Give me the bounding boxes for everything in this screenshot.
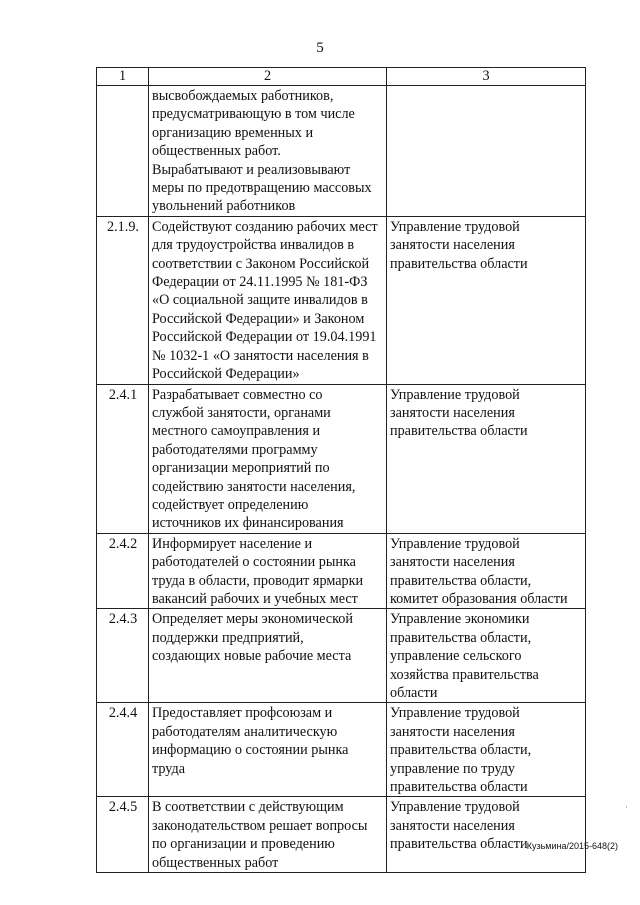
table-row [97,797,586,873]
measure-text-line: предусматривающую в том числе [152,106,355,123]
measure-text-line: Российской Федерации» [152,366,300,383]
measure-text-line: организации мероприятий по [152,460,330,477]
measure-text-line: Содействуют созданию рабочих мест [152,218,378,235]
responsible-party-line: Управление трудовой [390,535,520,552]
measure-text-line: содействует определению [152,496,309,513]
responsible-party-line: правительства области [390,779,528,796]
responsible-party [387,533,586,609]
measure-text-line: Российской Федерации» и Законом [152,310,365,327]
responsible-party [387,86,586,217]
measure-text-line: «О социальной защите инвалидов в [152,292,368,309]
responsible-party-line: Управление трудовой [390,386,520,403]
measure-text-line: для трудоустройства инвалидов в [152,237,355,254]
responsible-party-line: правительства области, [390,629,532,646]
responsible-party [387,609,586,703]
item-number: 2.4.3 [97,609,149,703]
page-number: 5 [316,40,324,56]
measure-text-line: содействию занятости населения, [152,478,356,495]
responsible-party-line: области [390,685,438,701]
measure-text-line: местного самоуправления и [152,423,321,440]
footer-code: Кузьмина/2015-648(2) [526,841,618,851]
measure-text-line: поддержки предприятий, [152,629,304,646]
responsible-party-line: занятости населения [390,817,515,834]
measure-text-line: организацию временных и [152,124,314,141]
measure-text [149,703,387,797]
responsible-party-line: занятости населения [390,237,515,254]
measure-text-line: законодательством решает вопросы [152,817,368,834]
column-header-1: 1 [97,68,149,86]
item-number [97,86,149,217]
table-row [97,216,586,384]
measure-text-line: источников их финансирования [152,515,344,532]
measure-text-line: работодателями программу [152,441,318,458]
measure-text-line: увольнений работников [152,198,296,215]
measure-text-line: труда в области, проводит ярмарки [152,572,364,589]
measure-text-line: Предоставляет профсоюзам и [152,705,333,722]
responsible-party [387,216,586,384]
measure-text [149,533,387,609]
table-row [97,86,586,217]
measure-text-line: Разрабатывает совместно со [152,386,323,403]
responsible-party [387,703,586,797]
measure-text-line: высвобождаемых работников, [152,88,334,104]
column-header-2: 2 [149,68,387,86]
measure-text-line: информацию о состоянии рынка [152,742,349,759]
responsible-party [387,797,586,873]
responsible-party-line: занятости населения [390,404,515,421]
measure-text-line: общественных работ. [152,143,281,160]
responsible-party-line: Управление трудовой [390,218,520,235]
document-table [96,67,586,873]
responsible-party-line: Управление трудовой [390,799,520,816]
table-row [97,609,586,703]
measure-text [149,384,387,533]
measure-text [149,609,387,703]
measure-text [149,797,387,873]
table-row [97,533,586,609]
measure-text-line: общественных работ [152,854,279,871]
responsible-party-line: правительства области, [390,742,532,759]
table-row [97,703,586,797]
measure-text-line: Информирует население и [152,535,313,552]
responsible-party-line: управление сельского [390,648,522,665]
measure-text-line: по организации и проведению [152,836,335,853]
measure-text [149,216,387,384]
column-header-3: 3 [387,68,586,86]
measure-text-line: работодателям аналитическую [152,723,338,740]
item-number: 2.4.2 [97,533,149,609]
measure-text-line: работодателей о состоянии рынка [152,554,356,571]
responsible-party-line: правительства области [390,255,528,272]
measure-text-line: вакансий рабочих и учебных мест [152,590,358,607]
measure-text-line: В соответствии с действующим [152,799,344,816]
measure-text-line: меры по предотвращению массовых [152,180,372,197]
measure-text-line: Определяет меры экономической [152,611,353,628]
responsible-party-line: правительства области [390,836,528,853]
measure-text [149,86,387,217]
item-number: 2.4.1 [97,384,149,533]
measure-text-line: Вырабатывают и реализовывают [152,161,351,178]
responsible-party [387,384,586,533]
measure-text-line: службой занятости, органами [152,404,331,421]
responsible-party-line: управление по труду [390,760,516,777]
measure-text-line: труда [152,760,185,777]
table-row [97,384,586,533]
measure-text-line: соответствии с Законом Российской [152,255,370,272]
responsible-party-line: правительства области [390,423,528,440]
item-number: 2.1.9. [97,216,149,384]
responsible-party-line: комитет образования области [390,590,568,607]
item-number: 2.4.4 [97,703,149,797]
table-body [97,86,586,873]
item-number: 2.4.5 [97,797,149,873]
margin-mark: · [625,802,628,812]
measure-text-line: Федерации от 24.11.1995 № 181-ФЗ [152,274,368,291]
responsible-party-line: хозяйства правительства [390,666,539,683]
responsible-party-line: занятости населения [390,723,515,740]
responsible-party-line: Управление трудовой [390,705,520,722]
responsible-party-line: правительства области, [390,572,532,589]
measure-text-line: Российской Федерации от 19.04.1991 [152,329,377,346]
measure-text-line: создающих новые рабочие места [152,648,352,665]
responsible-party-line: Управление экономики [390,611,530,628]
responsible-party-line: занятости населения [390,554,515,571]
table-header-row [97,68,586,86]
measure-text-line: № 1032-1 «О занятости населения в [152,347,369,364]
